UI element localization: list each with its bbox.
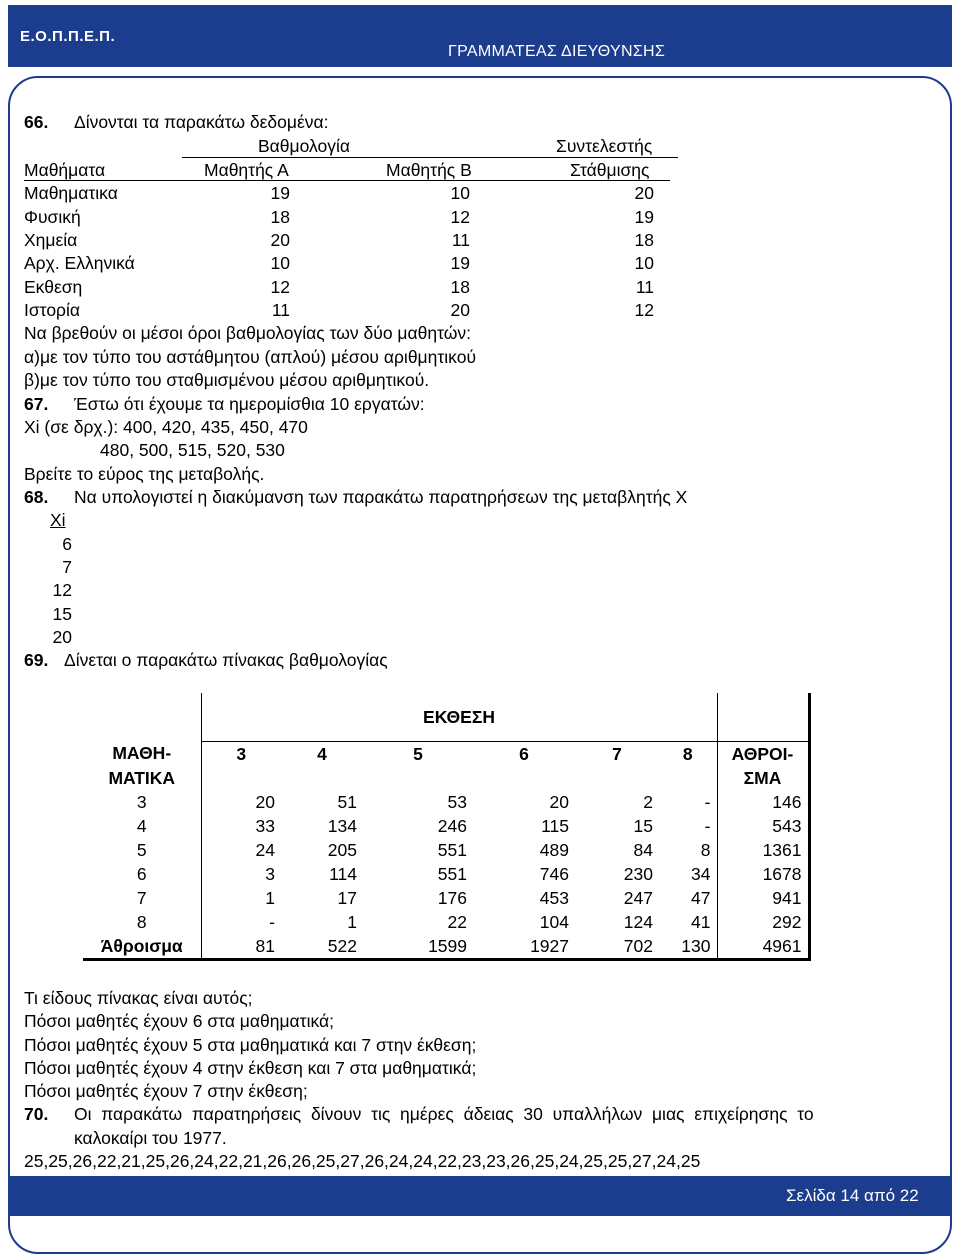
table-row [83, 886, 809, 910]
cell: 104 [539, 911, 569, 932]
grades-crosstab [83, 693, 811, 961]
document-title: ΓΡΑΜΜΑΤΕΑΣ ΔΙΕΥΘΥΝΣΗΣ [448, 43, 666, 60]
exercise-69-intro: Δίνεται ο παρακάτω πίνακας βαθμολογίας [64, 650, 388, 670]
cell: 551 [437, 839, 467, 860]
cell: 53 [447, 791, 467, 812]
ex66-row-b: 12 [450, 207, 470, 227]
cell: 41 [659, 910, 717, 934]
ex66-row-w: 11 [635, 277, 654, 297]
ex66-row-w: 18 [634, 230, 654, 250]
ex66-row-w: 20 [634, 183, 654, 203]
math-grade-label: 4 [136, 815, 147, 836]
row-total: 543 [717, 814, 809, 838]
ex66-row-b: 19 [450, 253, 470, 273]
row-total: 146 [717, 790, 809, 814]
ex66-row-subject: Φυσική [24, 207, 81, 227]
ex66-row-a: 11 [271, 300, 290, 320]
cell: 17 [337, 887, 357, 908]
ex68-value: 15 [52, 604, 72, 624]
ex66-header-underline [182, 157, 678, 158]
math-grade-label: 3 [136, 791, 147, 812]
cell: 115 [541, 815, 569, 836]
ex66-col-student-a: Μαθητής Α [204, 160, 289, 180]
ex66-row-b: 10 [450, 183, 470, 203]
ex66-row-a: 12 [270, 277, 290, 297]
cell: - [659, 814, 717, 838]
ex67-wages-line-2: 480, 500, 515, 520, 530 [100, 440, 285, 460]
cell: 134 [327, 815, 357, 836]
cell: 33 [201, 814, 281, 838]
table-row [83, 790, 809, 814]
ex66-task: Να βρεθούν οι μέσοι όροι βαθμολογίας των δύο μαθητών: [24, 323, 472, 343]
exercise-67-intro: Έστω ότι έχουμε τα ημερομίσθια 10 εργατών: [74, 394, 425, 414]
exercise-70-text-line-2: καλοκαίρι του 1977. [74, 1128, 227, 1148]
column-total: 522 [281, 934, 363, 960]
cell: 20 [549, 791, 569, 812]
exercise-67-number: 67. [24, 394, 49, 414]
ex68-value: 6 [62, 534, 72, 554]
cell: 247 [623, 887, 653, 908]
ex66-row-subject: Αρχ. Ελληνικά [24, 253, 135, 273]
row-total: 1678 [717, 862, 809, 886]
cell: 746 [539, 863, 569, 884]
cell: 84 [633, 839, 653, 860]
ex66-row-w: 19 [634, 207, 654, 227]
ex69-question: Πόσοι μαθητές έχουν 5 στα μαθηματικά και 7 στην έκθεση; [24, 1035, 477, 1055]
cell: 176 [437, 887, 467, 908]
ex66-col-weight: Στάθμισης [570, 160, 650, 180]
ex66-row-subject: Χημεία [24, 230, 78, 250]
cell: 489 [539, 839, 569, 860]
row-total: 941 [717, 886, 809, 910]
column-total: 1927 [473, 934, 575, 960]
ex68-value: 12 [52, 580, 72, 600]
exercise-69-number: 69. [24, 650, 49, 670]
ex66-row-a: 10 [270, 253, 290, 273]
total-col-header-1: ΑΘΡΟΙ- [717, 741, 809, 766]
ex69-question: Τι είδους πίνακας είναι αυτός; [24, 988, 253, 1008]
ex68-value: 7 [62, 557, 72, 577]
cell: 1 [201, 886, 281, 910]
ex66-header-grades: Βαθμολογία [258, 136, 350, 156]
ex66-row-a: 20 [270, 230, 290, 250]
cell: 3 [201, 862, 281, 886]
ex66-row-b: 18 [450, 277, 470, 297]
cell: 205 [327, 839, 357, 860]
total-col-header-2: ΣΜΑ [717, 766, 809, 790]
cell: 114 [329, 863, 357, 884]
ex66-task-b: β)με τον τύπο του σταθμισμένου μέσου αριθμητικού. [24, 370, 430, 390]
ex69-question: Πόσοι μαθητές έχουν 4 στην έκθεση και 7 στα μαθηματικά; [24, 1058, 477, 1078]
cell: 24 [201, 838, 281, 862]
row-total: 1361 [717, 838, 809, 862]
page-number: Σελίδα 14 από 22 [786, 1186, 919, 1205]
ex68-value: 20 [52, 627, 72, 647]
cell: 453 [539, 887, 569, 908]
math-grade-label: 6 [136, 863, 147, 884]
cell: 51 [337, 791, 357, 812]
essay-col-header: 5 [363, 741, 473, 766]
table-row [83, 838, 809, 862]
cell: 551 [437, 863, 467, 884]
column-totals-label: Άθροισμα [83, 934, 201, 960]
row-total: 292 [717, 910, 809, 934]
essay-column-group: ΕΚΘΕΣΗ [201, 693, 717, 741]
cell: 20 [201, 790, 281, 814]
table-row [83, 814, 809, 838]
exercise-68-intro: Να υπολογιστεί η διακύμανση των παρακάτω παρατηρήσεων της μεταβλητής Χ [74, 487, 688, 507]
cell: 34 [659, 862, 717, 886]
ex67-wages-line-1: Xi (σε δρχ.): 400, 420, 435, 450, 470 [24, 417, 308, 437]
organization-name: Ε.Ο.Π.Π.Ε.Π. [20, 28, 116, 45]
exercise-70-number: 70. [24, 1104, 49, 1124]
exercise-68-number: 68. [24, 487, 49, 507]
ex66-row-w: 12 [634, 300, 654, 320]
cell: 15 [633, 815, 653, 836]
cell: - [659, 790, 717, 814]
essay-col-header: 3 [201, 741, 281, 766]
ex66-header-coef: Συντελεστής [556, 136, 653, 156]
ex66-row-w: 10 [634, 253, 654, 273]
ex66-row-b: 11 [451, 230, 470, 250]
exercise-70-text-line-1: Οι παρακάτω παρατηρήσεις δίνουν τις ημέρες άδειας 30 υπαλλήλων μιας επιχείρησης το [74, 1104, 814, 1124]
column-total: 130 [659, 934, 717, 960]
essay-col-header: 7 [575, 741, 659, 766]
ex66-col-student-b: Μαθητής Β [386, 160, 472, 180]
exercise-70-data: 25,25,26,22,21,25,26,24,22,21,26,26,25,27,26,24,24,22,23,23,26,25,24,25,25,27,24,25 [24, 1151, 701, 1171]
table-row [83, 910, 809, 934]
ex66-row-b: 20 [450, 300, 470, 320]
cell: - [201, 910, 281, 934]
cell: 1 [347, 911, 357, 932]
column-total: 81 [201, 934, 281, 960]
column-total: 702 [575, 934, 659, 960]
column-total: 1599 [363, 934, 473, 960]
exercise-66-number: 66. [24, 112, 49, 132]
math-row-header-2: ΜΑΤΙΚΑ [108, 767, 176, 788]
table-row [83, 934, 809, 960]
essay-col-header: 8 [659, 741, 717, 766]
ex66-task-a: α)με τον τύπο του αστάθμητου (απλού) μέσου αριθμητικού [24, 347, 477, 367]
ex69-question: Πόσοι μαθητές έχουν 7 στην έκθεση; [24, 1081, 308, 1101]
math-grade-label: 5 [136, 839, 147, 860]
ex66-col-subjects: Μαθήματα [24, 160, 106, 180]
math-grade-label: 7 [136, 887, 147, 908]
ex66-row-subject: Μαθηματικα [24, 183, 118, 203]
math-row-header-1: ΜΑΘΗ- [112, 743, 172, 764]
cell: 2 [643, 791, 653, 812]
ex67-question: Βρείτε το εύρος της μεταβολής. [24, 464, 265, 484]
essay-col-header: 4 [281, 741, 363, 766]
cell: 8 [659, 838, 717, 862]
ex66-row-a: 18 [270, 207, 290, 227]
essay-col-header: 6 [473, 741, 575, 766]
ex69-question: Πόσοι μαθητές έχουν 6 στα μαθηματικά; [24, 1011, 334, 1031]
ex66-row-a: 19 [270, 183, 290, 203]
ex66-columns-underline [24, 180, 670, 181]
ex68-variable-label: Xi [50, 510, 66, 530]
exercise-66-intro: Δίνονται τα παρακάτω δεδομένα: [74, 112, 329, 132]
cell: 246 [437, 815, 467, 836]
cell: 124 [623, 911, 653, 932]
cell: 47 [659, 886, 717, 910]
ex66-row-subject: Ιστορία [24, 300, 81, 320]
table-row [83, 862, 809, 886]
math-grade-label: 8 [136, 911, 147, 932]
grand-total: 4961 [717, 934, 809, 960]
cell: 22 [447, 911, 467, 932]
cell: 230 [623, 863, 653, 884]
ex66-row-subject: Εκθεση [24, 277, 83, 297]
